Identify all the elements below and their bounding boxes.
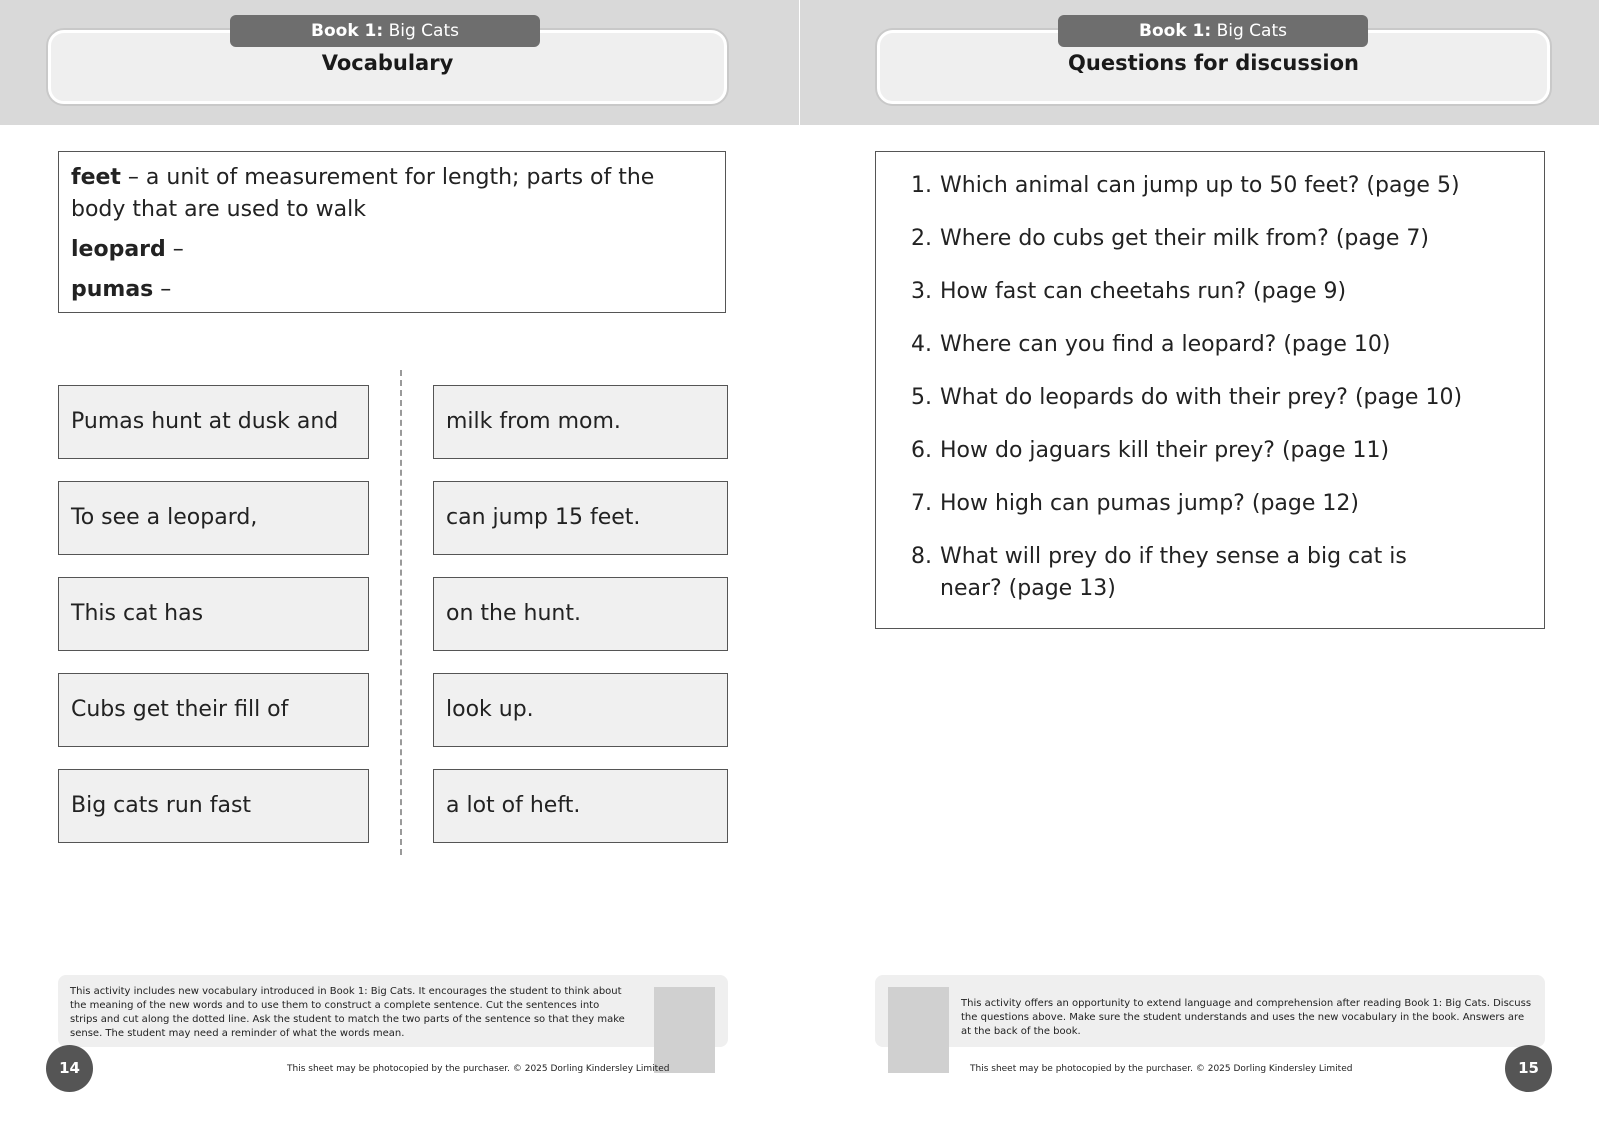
vocabulary-title: Vocabulary <box>321 51 454 75</box>
vocabulary-box <box>58 151 726 313</box>
right-book-label-bold: Book 1: <box>1139 21 1212 41</box>
vocab-entry-leopard <box>71 234 713 266</box>
vocab-term: feet <box>71 165 121 190</box>
sentence-start-strip: Pumas hunt at dusk and <box>58 385 369 459</box>
question-number: 5. <box>911 385 932 410</box>
left-copyright: This sheet may be photocopied by the purchaser. © 2025 Dorling Kindersley Limited <box>287 1064 670 1074</box>
question-item <box>902 223 1524 255</box>
right-book-label <box>1058 15 1368 47</box>
left-book-label-bold: Book 1: <box>311 21 384 41</box>
questions-title: Questions for discussion <box>1068 51 1359 75</box>
question-item <box>902 329 1524 361</box>
question-text: How do jaguars kill their prey? (page 11) <box>940 438 1390 463</box>
question-item <box>902 382 1524 414</box>
sentence-end-strip: look up. <box>433 673 728 747</box>
question-text: How fast can cheetahs run? (page 9) <box>940 279 1347 304</box>
right-teacher-note: This activity offers an opportunity to extend language and comprehension after reading Book 1: Big Cats. Discuss the questions above. Make sure the student understands and uses the new vocabulary in the book. Answers are at the back of the book. <box>875 975 1545 1047</box>
sentence-start-strip: This cat has <box>58 577 369 651</box>
sentence-end-strip: can jump 15 feet. <box>433 481 728 555</box>
question-text: Where can you find a leopard? (page 10) <box>940 332 1391 357</box>
question-item <box>902 435 1524 467</box>
left-teacher-note: This activity includes new vocabulary introduced in Book 1: Big Cats. It encourages the student to think about the meaning of the new words and to use them to construct a complete sentence. Cut the sentences into strips and cut along the dotted line. Ask the student to match the two parts of the sentence so that they make sense. The student may need a reminder of what the words mean. <box>58 975 728 1047</box>
question-text: How high can pumas jump? (page 12) <box>940 491 1359 516</box>
question-item <box>902 488 1524 520</box>
question-text: What will prey do if they sense a big cat is near? (page 13) <box>940 544 1407 601</box>
sentence-start-strip: Big cats run fast <box>58 769 369 843</box>
vocab-term: pumas <box>71 277 154 302</box>
vocab-definition: – <box>165 237 184 262</box>
page-number-right: 15 <box>1505 1045 1552 1092</box>
question-number: 8. <box>911 544 932 569</box>
question-item <box>902 276 1524 308</box>
question-number: 7. <box>911 491 932 516</box>
cut-dotted-line <box>400 370 402 855</box>
left-book-label <box>230 15 540 47</box>
vocab-entry-pumas <box>71 274 713 306</box>
question-text: Where do cubs get their milk from? (page 7) <box>940 226 1429 251</box>
vocab-term: leopard <box>71 237 166 262</box>
sentence-start-strip: Cubs get their fill of <box>58 673 369 747</box>
question-number: 6. <box>911 438 932 463</box>
left-note-thumbnail <box>654 987 715 1073</box>
vocab-definition: – <box>153 277 172 302</box>
question-number: 1. <box>911 173 932 198</box>
sentence-end-strip: a lot of heft. <box>433 769 728 843</box>
right-note-thumbnail <box>888 987 949 1073</box>
left-book-label-rest: Big Cats <box>383 21 459 41</box>
sentence-end-strip: milk from mom. <box>433 385 728 459</box>
question-item <box>902 170 1524 202</box>
sentence-end-strip: on the hunt. <box>433 577 728 651</box>
right-copyright: This sheet may be photocopied by the purchaser. © 2025 Dorling Kindersley Limited <box>970 1064 1353 1074</box>
question-number: 2. <box>911 226 932 251</box>
vocab-entry-feet <box>71 162 713 226</box>
question-text: What do leopards do with their prey? (page 10) <box>940 385 1463 410</box>
vocab-definition: – a unit of measurement for length; parts of the body that are used to walk <box>71 165 655 222</box>
question-item <box>902 541 1524 605</box>
right-book-label-rest: Big Cats <box>1211 21 1287 41</box>
sentence-start-strip: To see a leopard, <box>58 481 369 555</box>
question-number: 4. <box>911 332 932 357</box>
questions-box <box>875 151 1545 629</box>
question-number: 3. <box>911 279 932 304</box>
question-text: Which animal can jump up to 50 feet? (page 5) <box>940 173 1460 198</box>
page-number-left: 14 <box>46 1045 93 1092</box>
